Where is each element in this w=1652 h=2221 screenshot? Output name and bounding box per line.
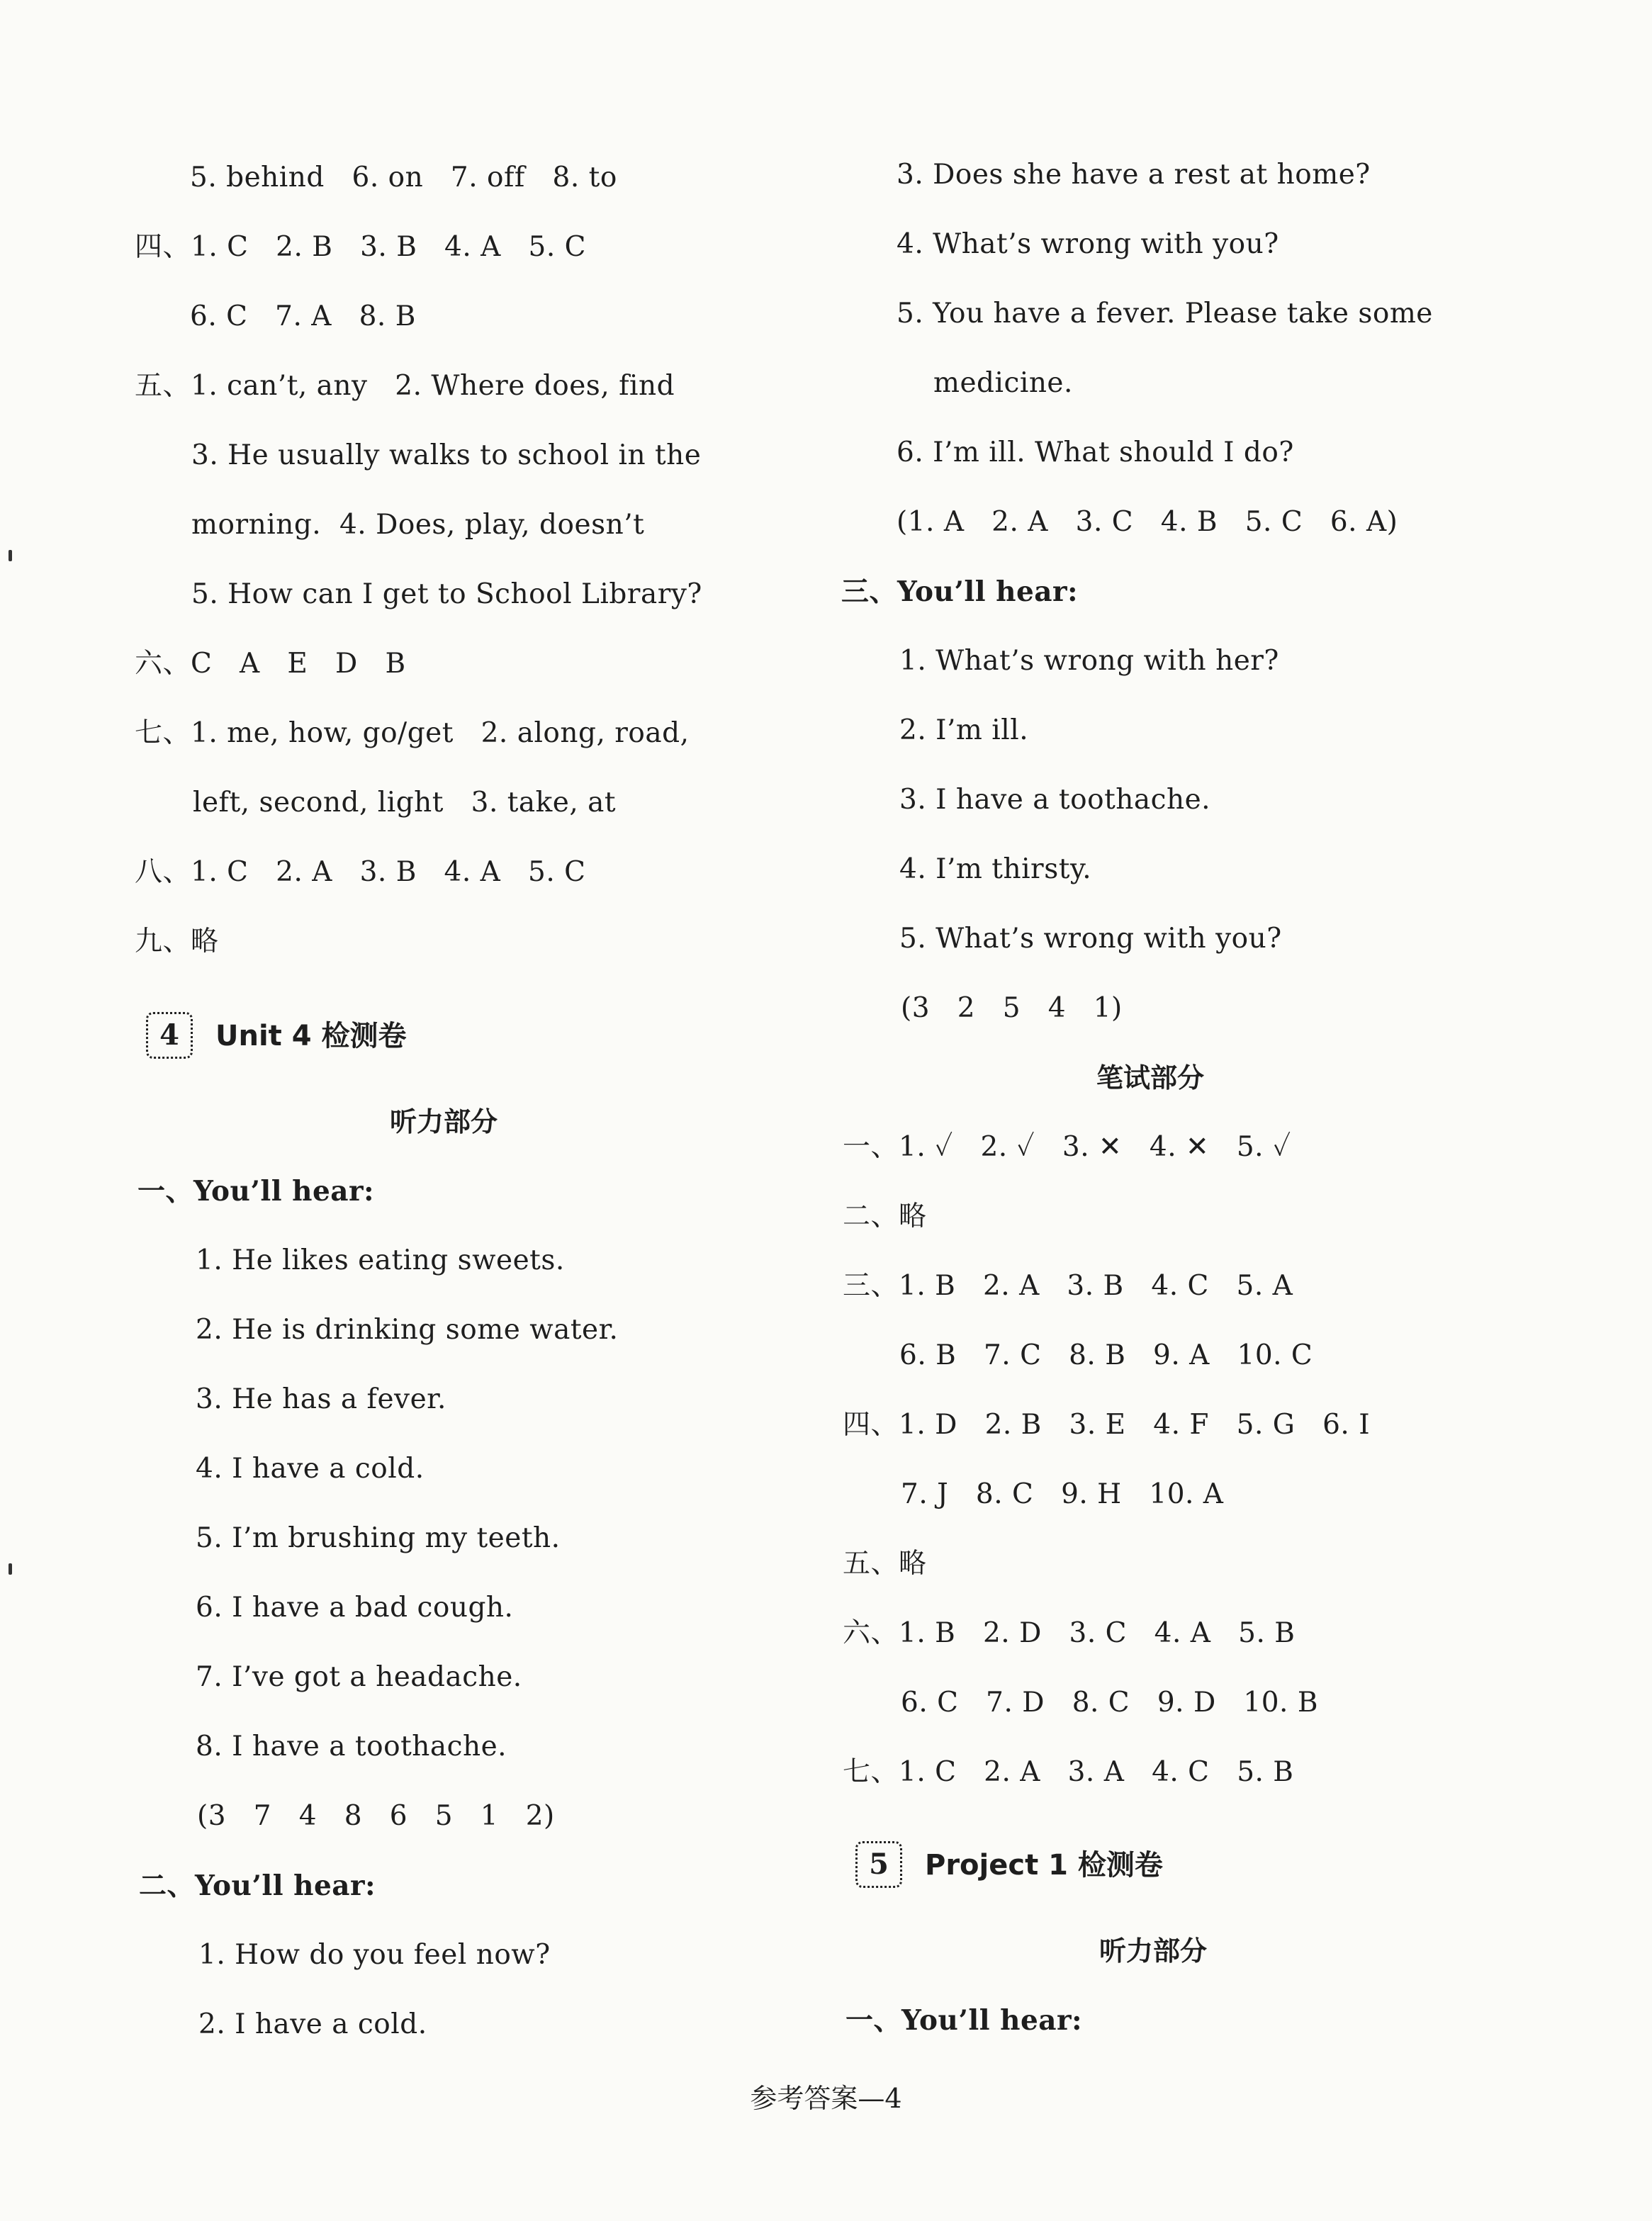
transcript-line: 3. Does she have a rest at home? [897,159,1371,191]
section-title: Project 1 检测卷 [925,1849,1163,1882]
listening-title: 听力部分 [1099,1935,1208,1967]
listening-title: 听力部分 [390,1106,498,1137]
scan-mark [9,1563,12,1575]
answer-line: 五、1. can’t, any 2. Where does, find [135,370,675,402]
answer-line: 6. C 7. D 8. C 9. D 10. B [901,1687,1318,1719]
badge-number: 5 [869,1848,889,1881]
transcript-line: 3. I have a toothache. [899,784,1211,816]
writing-title: 笔试部分 [1096,1062,1205,1093]
answer-line: 四、1. D 2. B 3. E 4. F 5. G 6. I [843,1409,1371,1441]
transcript-line: 2. I have a cold. [198,2008,427,2040]
page-footer: 参考答案—4 [750,2083,902,2114]
answer-line: 三、1. B 2. A 3. B 4. C 5. A [843,1270,1293,1302]
scan-mark [9,550,12,561]
answer-line: 7. J 8. C 9. H 10. A [901,1478,1224,1510]
transcript-line: 1. He likes eating sweets. [196,1244,565,1276]
answer-line: 6. B 7. C 8. B 9. A 10. C [899,1339,1313,1371]
answer-line: 3. He usually walks to school in the [191,439,702,471]
answer-line: 六、C A E D B [135,648,406,680]
transcript-line: 3. He has a fever. [196,1383,446,1415]
answer-line: 五、略 [843,1548,927,1580]
answer-key-line: (1. A 2. A 3. C 4. B 5. C 6. A) [897,506,1398,538]
part-heading: 二、You’ll hear: [139,1869,376,1902]
answer-line: left, second, light 3. take, at [193,787,617,819]
answer-key-line: (3 7 4 8 6 5 1 2) [197,1800,555,1832]
answer-line: 七、1. C 2. A 3. A 4. C 5. B [843,1756,1294,1788]
answer-line: 5. behind 6. on 7. off 8. to [190,162,617,193]
answer-line: morning. 4. Does, play, doesn’t [191,509,645,541]
section-badge-5 [851,1838,905,1889]
answer-line: 二、略 [843,1201,927,1232]
section-title: Unit 4 检测卷 [215,1020,407,1052]
answer-line: 七、1. me, how, go/get 2. along, road, [135,717,690,749]
part-heading: 三、You’ll hear: [841,575,1078,608]
badge-number: 4 [159,1018,179,1052]
transcript-line: 8. I have a toothache. [196,1731,507,1762]
part-heading: 一、You’ll hear: [845,2004,1082,2037]
transcript-line: 7. I’ve got a headache. [196,1661,522,1693]
answer-line: 一、1. ✓ 2. ✓ 3. ✕ 4. ✕ 5. ✓ [843,1131,1291,1163]
answer-line: 八、1. C 2. A 3. B 4. A 5. C [135,856,586,888]
transcript-line: 2. He is drinking some water. [196,1314,619,1346]
transcript-line: 2. I’m ill. [899,714,1029,746]
answer-line: 四、1. C 2. B 3. B 4. A 5. C [135,231,586,263]
answer-line: 5. How can I get to School Library? [191,578,702,610]
answer-line: 九、略 [135,926,219,957]
transcript-line: 5. You have a fever. Please take some [897,298,1433,330]
transcript-line: 1. What’s wrong with her? [899,645,1279,677]
transcript-line: 6. I’m ill. What should I do? [897,437,1294,468]
transcript-line: medicine. [933,367,1073,399]
part-heading: 一、You’ll hear: [137,1175,374,1208]
transcript-line: 4. I’m thirsty. [899,853,1092,885]
transcript-line: 5. What’s wrong with you? [899,923,1282,955]
transcript-line: 6. I have a bad cough. [196,1592,514,1624]
section-badge-4 [142,1009,196,1060]
answer-key-line: (3 2 5 4 1) [901,992,1123,1024]
answer-line: 六、1. B 2. D 3. C 4. A 5. B [843,1617,1296,1649]
answer-line: 6. C 7. A 8. B [190,300,416,332]
transcript-line: 1. How do you feel now? [198,1939,551,1971]
transcript-line: 4. What’s wrong with you? [897,228,1279,260]
transcript-line: 4. I have a cold. [196,1453,425,1485]
transcript-line: 5. I’m brushing my teeth. [196,1522,561,1554]
